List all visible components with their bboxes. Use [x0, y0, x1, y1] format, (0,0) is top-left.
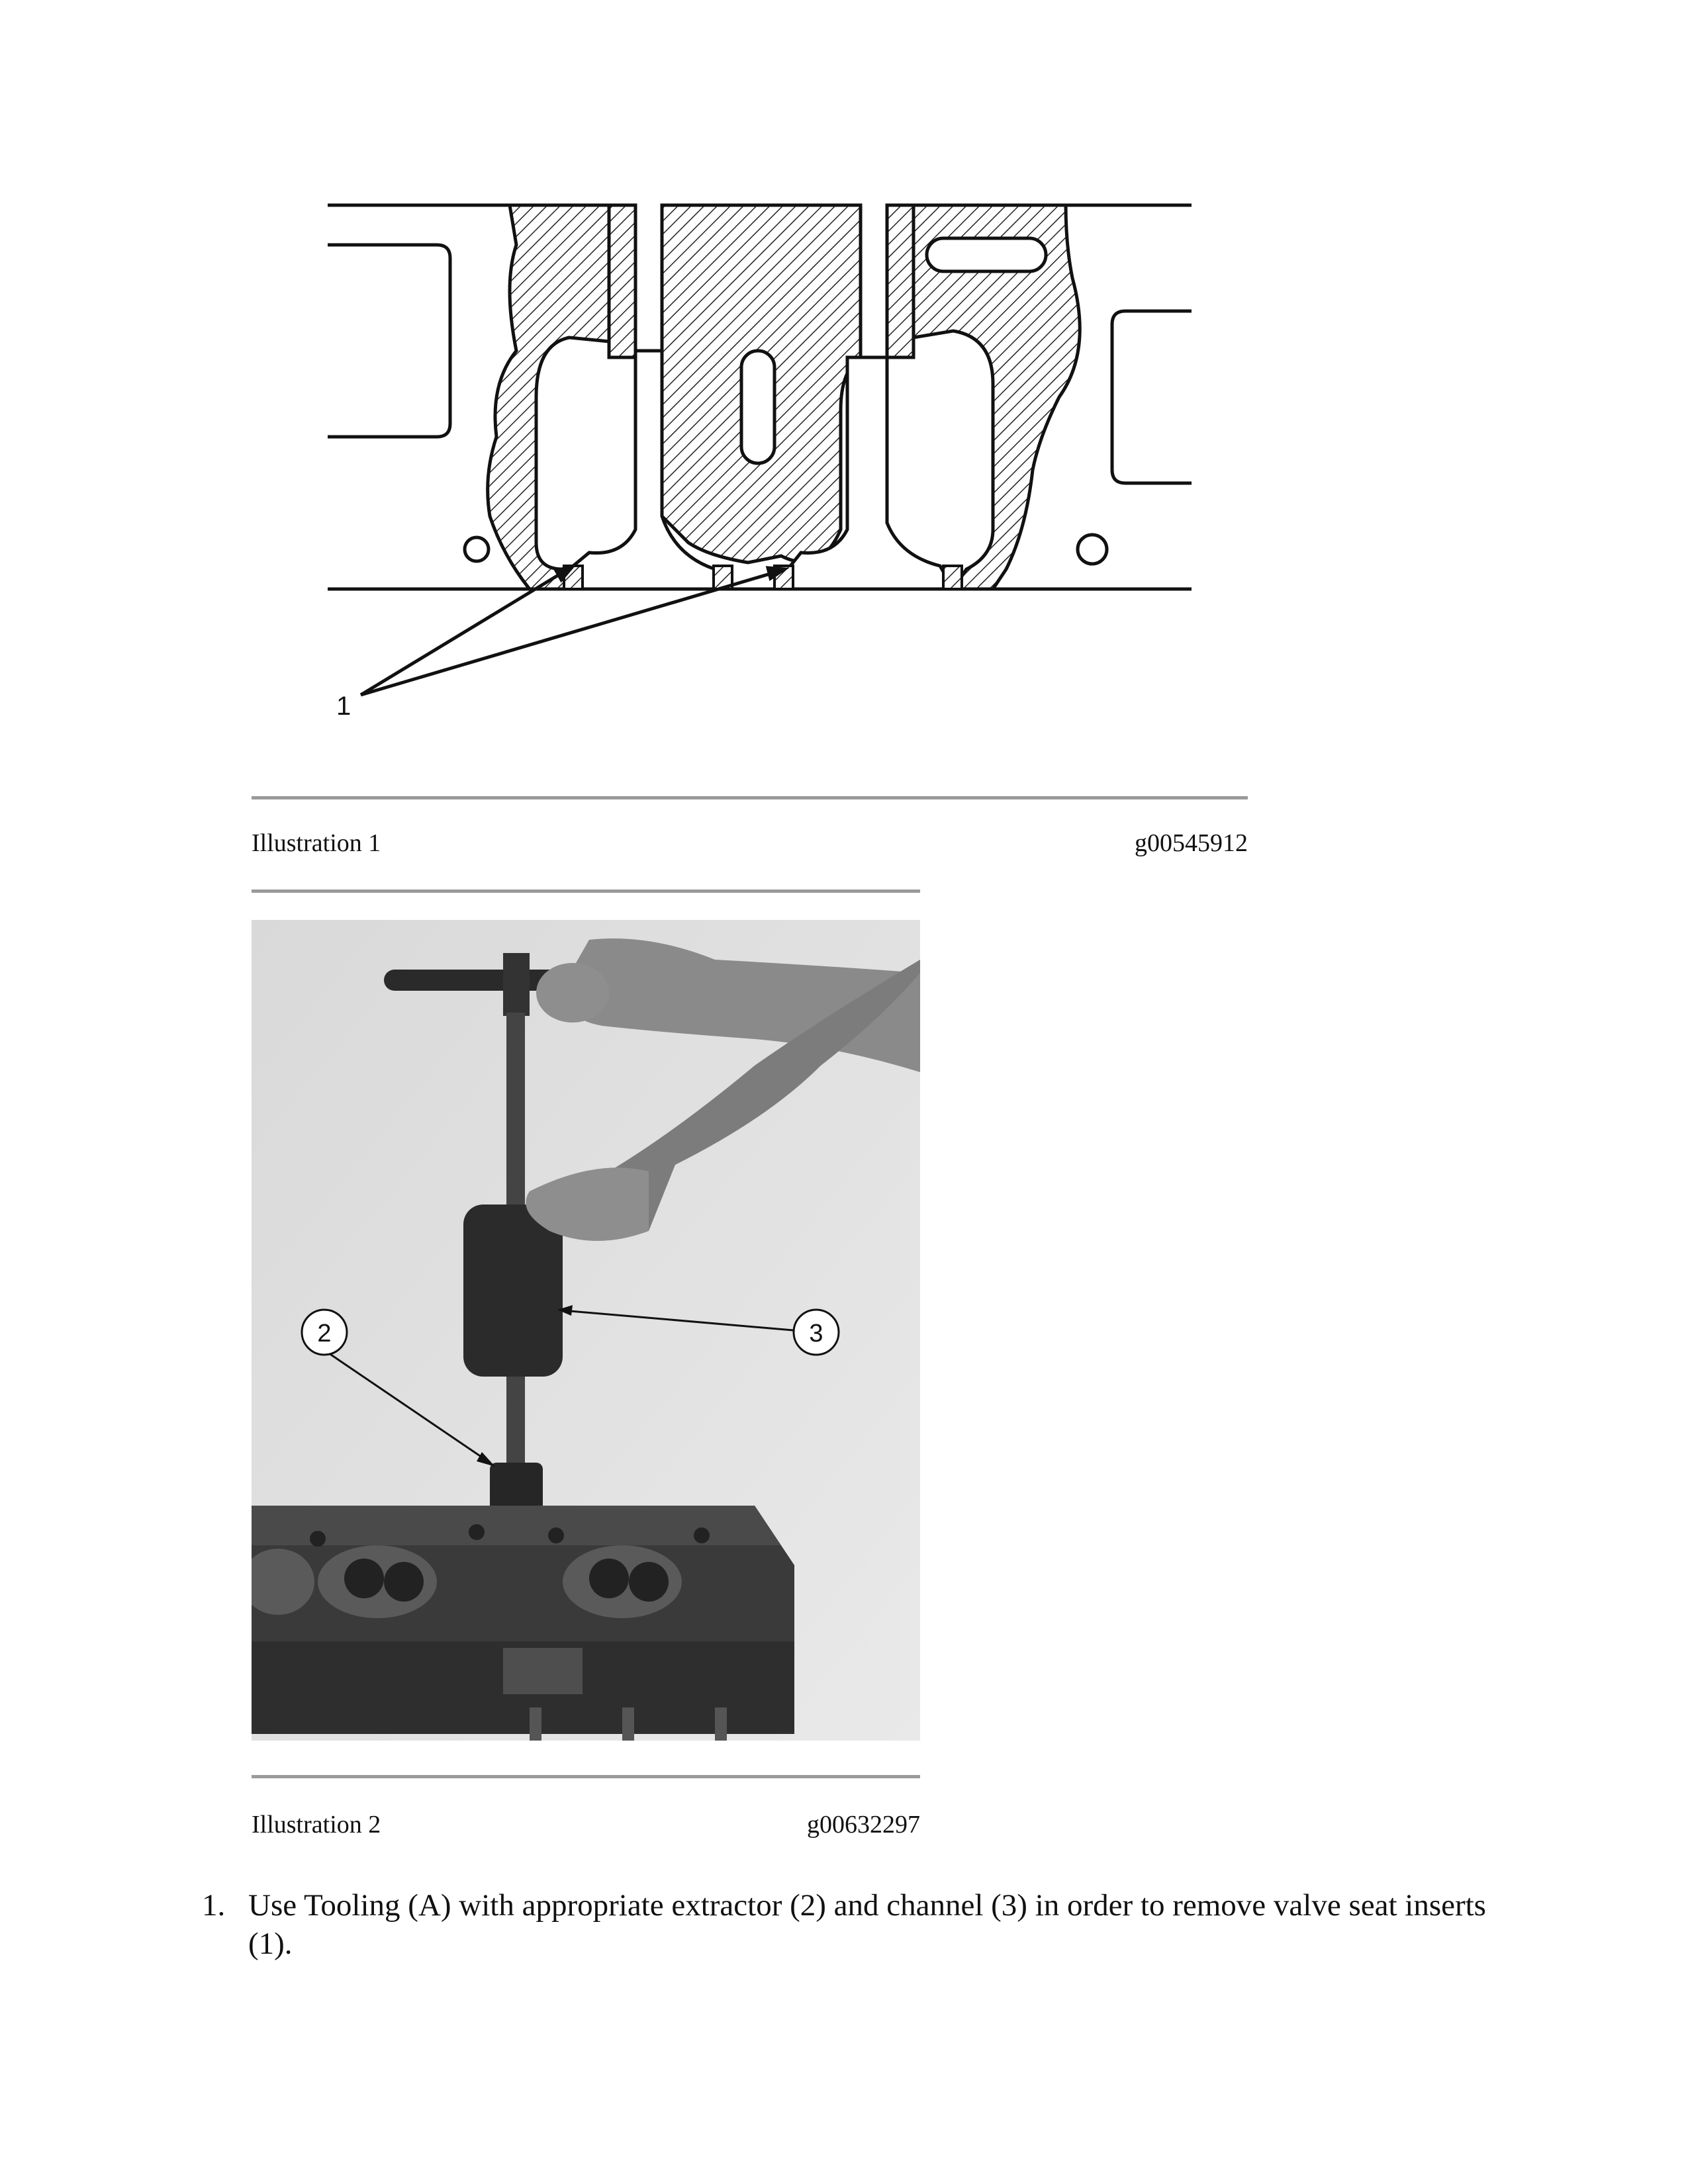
illustration-2-caption: Illustration 2: [252, 1811, 381, 1839]
callout-3: 3: [809, 1320, 823, 1347]
illustration-1-caption: Illustration 1: [252, 829, 381, 857]
callout-1: 1: [336, 692, 352, 721]
illustration-2-top-rule: [252, 889, 920, 893]
illustration-2-graphic-id: g00632297: [807, 1811, 920, 1839]
step-text: Use Tooling (A) with appropriate extractor (2) and channel (3) in order to remove valve seat inserts (1).: [248, 1888, 1486, 1961]
illustration-1-graphic-id: g00545912: [1135, 829, 1248, 857]
illustration-1-top-rule: [252, 796, 1248, 799]
illustration-1-drawing: [318, 185, 1205, 728]
illustration-2-photo: [252, 920, 920, 1741]
step-number: 1.: [202, 1888, 226, 1923]
illustration-2-bottom-rule: [252, 1775, 920, 1778]
callout-2: 2: [317, 1320, 332, 1347]
